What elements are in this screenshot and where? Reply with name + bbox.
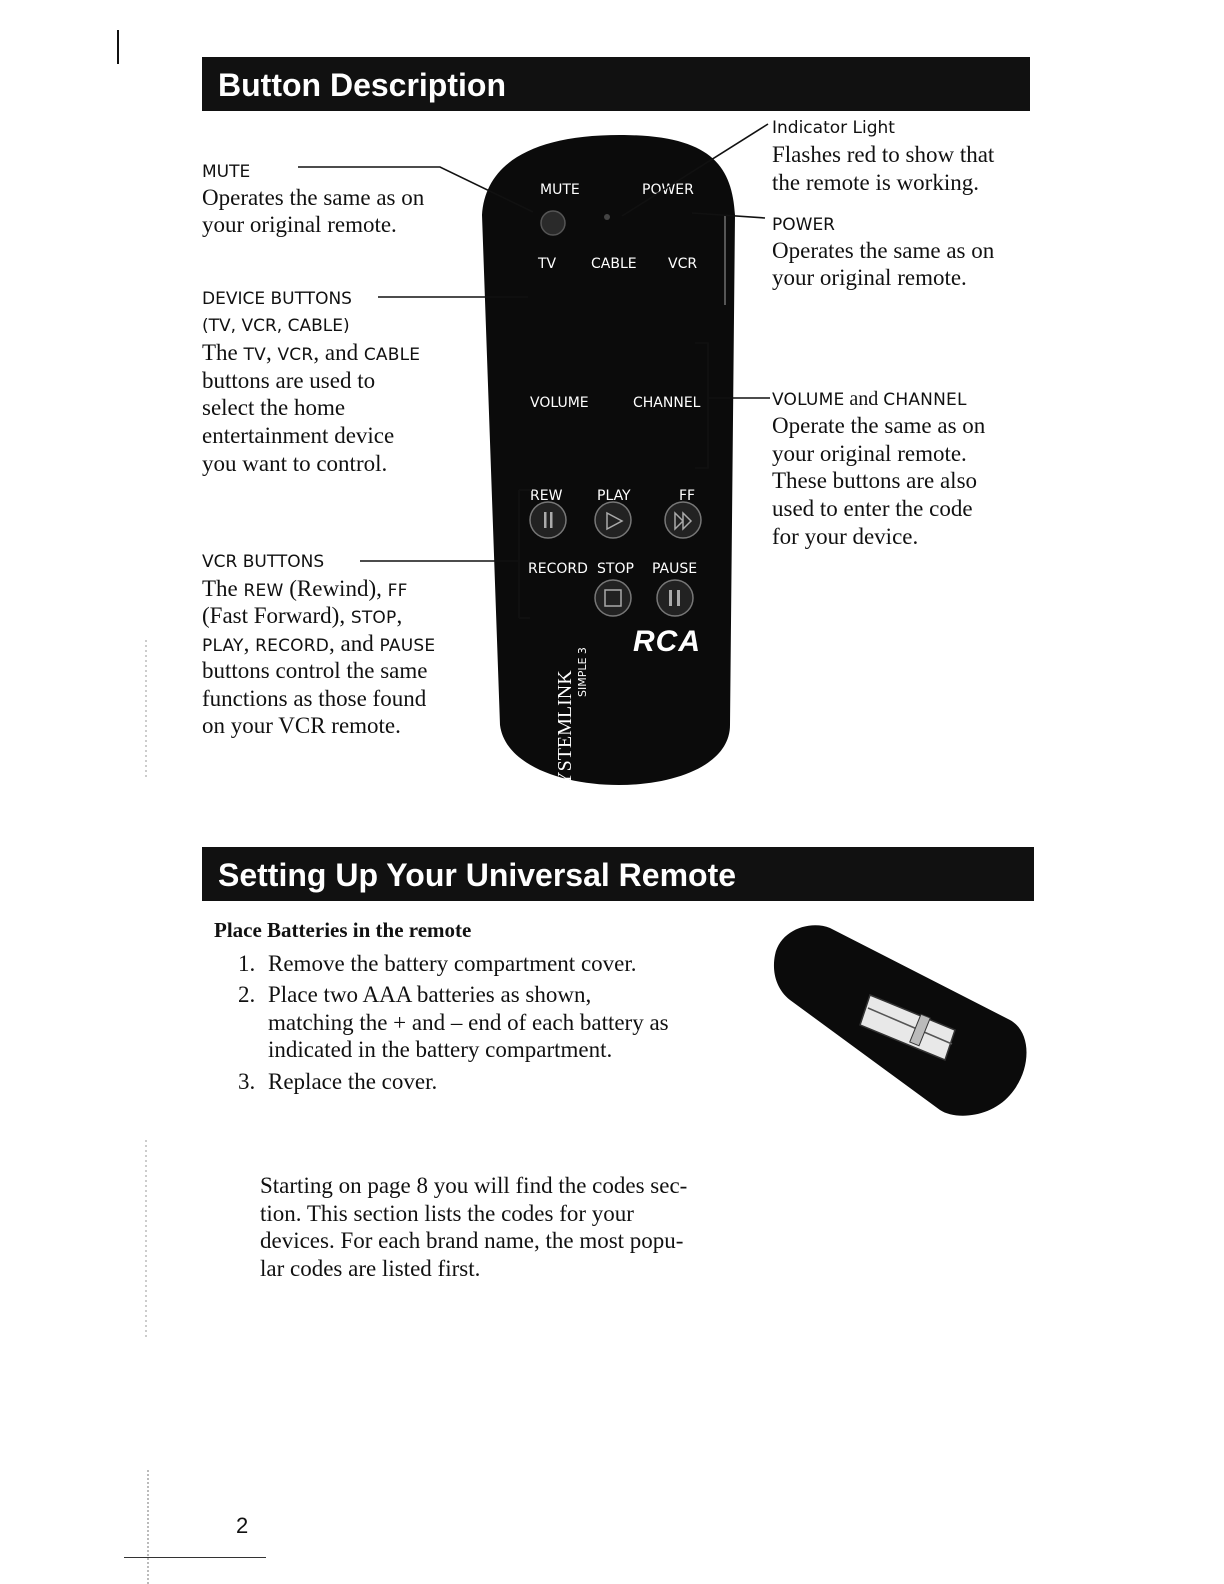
remote-label-vcr: VCR (668, 256, 698, 272)
volume-channel-desc-line: used to enter the code (772, 496, 973, 521)
remote-model-name: SYSTEMLINK (554, 670, 576, 797)
vcr-desc-line-3: PLAY, RECORD, and PAUSE (202, 631, 436, 656)
device-desc-line: buttons are used to (202, 368, 376, 393)
remote-brand-logo: RCA (633, 625, 701, 658)
vcr-desc-line: buttons control the same (202, 658, 428, 683)
mute-desc-line: your original remote. (202, 212, 397, 237)
codes-info-line: Starting on page 8 you will find the codes sec- (260, 1173, 688, 1198)
codes-info-line: lar codes are listed first. (260, 1256, 481, 1281)
power-label: POWER (772, 215, 835, 235)
vcr-desc-line-1: The REW (Rewind), FF (202, 576, 408, 601)
device-desc-line-1: The TV, VCR, and CABLE (202, 340, 421, 365)
remote-label-ff: FF (679, 488, 696, 504)
remote-label-stop: STOP (597, 561, 634, 577)
device-buttons-label: DEVICE BUTTONS (202, 289, 352, 309)
remote-model-sub: SIMPLE 3 (576, 647, 589, 697)
remote-label-cable: CABLE (591, 256, 637, 272)
vcr-desc-line-2: (Fast Forward), STOP, (202, 603, 403, 628)
batteries-heading: Place Batteries in the remote (214, 918, 472, 942)
volume-channel-desc-line: your original remote. (772, 441, 967, 466)
vcr-desc-line: functions as those found (202, 686, 427, 711)
volume-channel-label: VOLUME and CHANNEL (772, 388, 967, 410)
device-buttons-sub: (TV, VCR, CABLE) (202, 316, 350, 336)
indicator-desc-line: the remote is working. (772, 170, 979, 195)
remote-label-record: RECORD (528, 561, 588, 577)
remote-label-rew: REW (530, 488, 563, 504)
step-2-cont: matching the + and – end of each battery as (268, 1010, 669, 1035)
remote-label-volume: VOLUME (530, 395, 589, 411)
indicator-light-label: Indicator Light (772, 118, 895, 138)
volume-channel-desc-line: These buttons are also (772, 468, 978, 493)
volume-channel-desc-line: for your device. (772, 524, 919, 549)
vcr-buttons-label: VCR BUTTONS (202, 552, 325, 572)
section-title-setting-up: Setting Up Your Universal Remote (202, 847, 1034, 901)
codes-info-line: devices. For each brand name, the most popu- (260, 1228, 684, 1253)
step-2-cont: indicated in the battery compartment. (268, 1037, 613, 1062)
remote-label-power: POWER (642, 182, 694, 198)
vcr-desc-line: on your VCR remote. (202, 713, 401, 738)
remote-label-play: PLAY (597, 488, 631, 504)
remote-label-tv: TV (538, 256, 557, 272)
device-desc-line: you want to control. (202, 451, 388, 476)
codes-info-line: tion. This section lists the codes for your (260, 1201, 634, 1226)
device-desc-line: entertainment device (202, 423, 395, 448)
volume-channel-desc-line: Operate the same as on (772, 413, 986, 438)
power-desc-line: Operates the same as on (772, 238, 995, 263)
section-title-button-description: Button Description (202, 57, 1030, 111)
power-desc-line: your original remote. (772, 265, 967, 290)
indicator-desc-line: Flashes red to show that (772, 142, 995, 167)
footer-rule (124, 1557, 266, 1558)
battery-installation-illustration (770, 920, 1030, 1125)
remote-label-pause: PAUSE (652, 561, 698, 577)
device-desc-line: select the home (202, 395, 346, 420)
remote-label-mute: MUTE (540, 182, 580, 198)
page-number: 2 (236, 1513, 249, 1538)
step-2: 2. Place two AAA batteries as shown, (238, 982, 592, 1007)
remote-label-channel: CHANNEL (633, 395, 701, 411)
step-1: 1. Remove the battery compartment cover. (238, 951, 637, 976)
mute-label: MUTE (202, 162, 251, 182)
step-3: 3. Replace the cover. (238, 1069, 438, 1094)
mute-desc-line: Operates the same as on (202, 185, 425, 210)
